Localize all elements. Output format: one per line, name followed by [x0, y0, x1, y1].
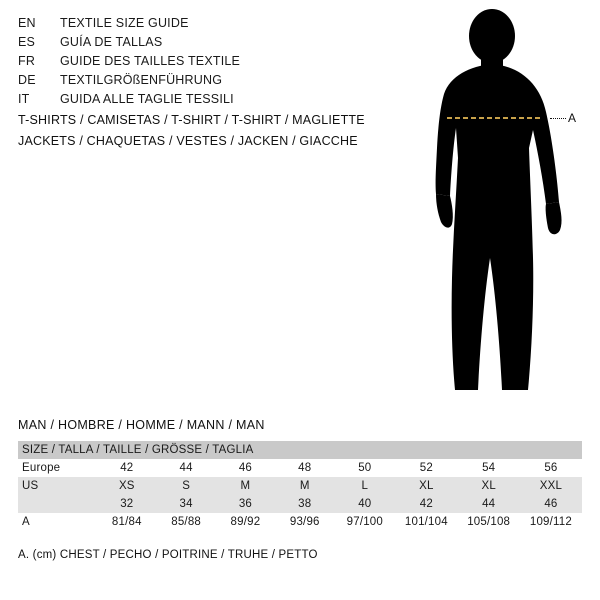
measure-label-a: A [568, 111, 577, 125]
table-row [18, 459, 582, 477]
cell-a-2: 85/88 [156, 513, 215, 531]
cell-usnum-1: 32 [97, 495, 156, 513]
language-row-it [18, 90, 398, 109]
language-code-de: DE [18, 73, 36, 87]
cell-usnum-7: 44 [458, 495, 520, 513]
table-row [18, 477, 582, 495]
cell-us-7: XL [458, 477, 520, 495]
table-header-row [18, 441, 582, 459]
cell-us-2: S [156, 477, 215, 495]
cell-us-1: XS [97, 477, 156, 495]
cell-us-5: L [334, 477, 395, 495]
table-footnote: A. (cm) CHEST / PECHO / POITRINE / TRUHE / PETTO [18, 549, 318, 561]
cell-europe-2: 44 [156, 459, 215, 477]
cell-us-4: M [275, 477, 334, 495]
language-text-it: GUIDA ALLE TAGLIE TESSILI [60, 92, 234, 106]
language-code-en: EN [18, 16, 36, 30]
cell-europe-5: 50 [334, 459, 395, 477]
cell-usnum-8: 46 [520, 495, 582, 513]
table-row [18, 513, 582, 531]
row-label-us: US [18, 477, 97, 495]
cell-a-3: 89/92 [216, 513, 275, 531]
measure-leader-line [550, 118, 566, 119]
size-table [18, 441, 582, 531]
table-caption: MAN / HOMBRE / HOMME / MANN / MAN [18, 418, 265, 432]
cell-a-7: 105/108 [458, 513, 520, 531]
language-row-fr [18, 52, 398, 71]
category-list [18, 110, 418, 152]
male-silhouette-figure [400, 8, 600, 408]
cell-europe-8: 56 [520, 459, 582, 477]
language-code-it: IT [18, 92, 30, 106]
language-text-en: TEXTILE SIZE GUIDE [60, 16, 189, 30]
language-code-es: ES [18, 35, 36, 49]
row-label-a: A [18, 513, 97, 531]
language-row-de [18, 71, 398, 90]
silhouette-icon [400, 8, 600, 408]
language-list [18, 14, 398, 109]
cell-us-3: M [216, 477, 275, 495]
language-row-es [18, 33, 398, 52]
table-row [18, 495, 582, 513]
language-text-de: TEXTILGRÖßENFÜHRUNG [60, 73, 223, 87]
row-label-europe: Europe [18, 459, 97, 477]
cell-us-6: XL [395, 477, 457, 495]
cell-europe-6: 52 [395, 459, 457, 477]
cell-a-4: 93/96 [275, 513, 334, 531]
category-tshirts: T-SHIRTS / CAMISETAS / T-SHIRT / T-SHIRT / MAGLIETTE [18, 113, 365, 127]
cell-usnum-3: 36 [216, 495, 275, 513]
language-text-fr: GUIDE DES TAILLES TEXTILE [60, 54, 241, 68]
cell-europe-4: 48 [275, 459, 334, 477]
cell-europe-7: 54 [458, 459, 520, 477]
cell-us-8: XXL [520, 477, 582, 495]
cell-a-8: 109/112 [520, 513, 582, 531]
language-row-en [18, 14, 398, 33]
cell-usnum-2: 34 [156, 495, 215, 513]
cell-a-1: 81/84 [97, 513, 156, 531]
cell-europe-1: 42 [97, 459, 156, 477]
cell-usnum-5: 40 [334, 495, 395, 513]
cell-a-6: 101/104 [395, 513, 457, 531]
cell-europe-3: 46 [216, 459, 275, 477]
cell-a-5: 97/100 [334, 513, 395, 531]
table-header-label: SIZE / TALLA / TAILLE / GRÖSSE / TAGLIA [18, 441, 582, 459]
category-jackets: JACKETS / CHAQUETAS / VESTES / JACKEN / GIACCHE [18, 134, 358, 148]
row-label-us-numeric [18, 495, 97, 513]
language-code-fr: FR [18, 54, 36, 68]
language-text-es: GUÍA DE TALLAS [60, 35, 163, 49]
cell-usnum-6: 42 [395, 495, 457, 513]
cell-usnum-4: 38 [275, 495, 334, 513]
